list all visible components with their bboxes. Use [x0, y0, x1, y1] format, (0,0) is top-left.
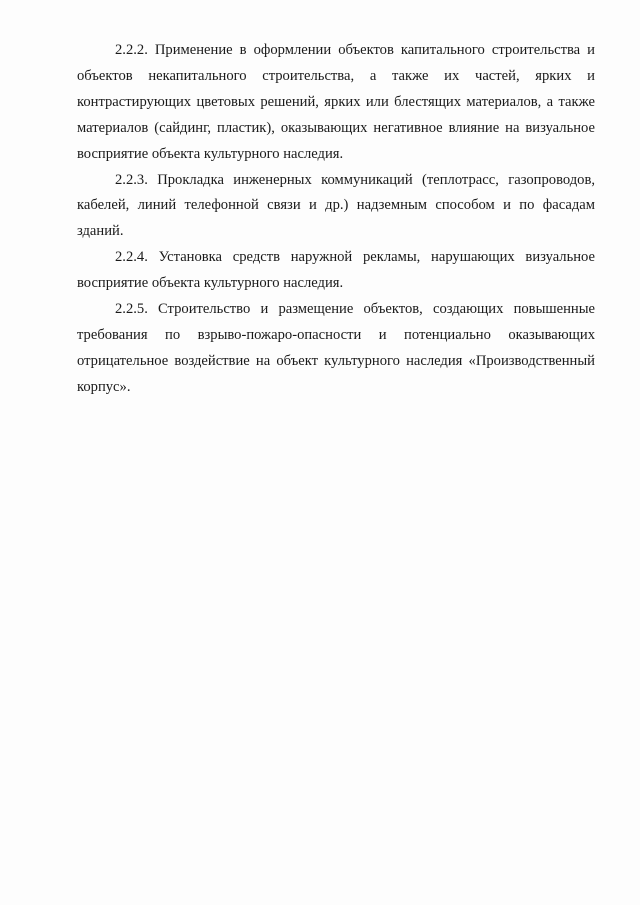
- paragraph-2-2-2: 2.2.2. Применение в оформлении объектов капитального строительства и объектов некапитального строительства, а также их частей, ярких и контрастирующих цветовых решений, ярких или блестящих материалов, а также материалов (сайдинг, пластик), оказывающих негативное влияние на визуальное восприятие объекта культурного наследия.: [77, 42, 595, 162]
- paragraph-2-2-4: 2.2.4. Установка средств наружной рекламы, нарушающих визуальное восприятие объекта культурного наследия.: [77, 249, 595, 292]
- document-body: [77, 38, 595, 401]
- paragraph-2-2-3: 2.2.3. Прокладка инженерных коммуникаций (теплотрасс, газопроводов, кабелей, линий телефонной связи и др.) надземным способом и по фасадам зданий.: [77, 171, 595, 240]
- paragraph-2-2-5: 2.2.5. Строительство и размещение объектов, создающих повышенные требования по взрыво-пожаро-опасности и потенциально оказывающих отрицательное воздействие на объект культурного наследия «Производственный корпус».: [77, 301, 595, 395]
